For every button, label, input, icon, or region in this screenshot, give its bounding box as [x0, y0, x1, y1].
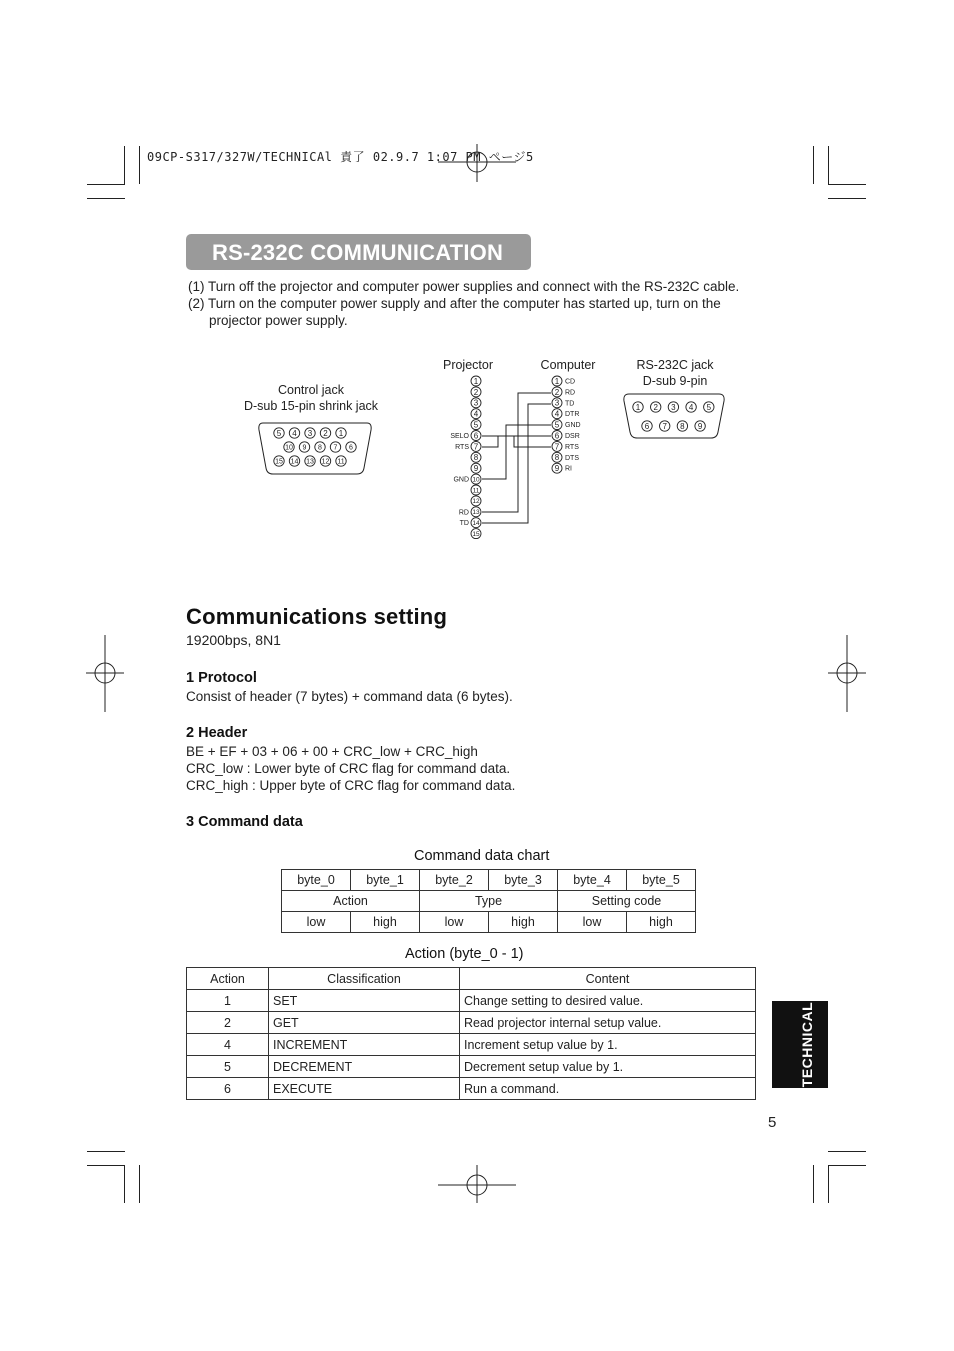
d15-pin-number: 9 [302, 444, 307, 452]
d9-pin-number: 9 [697, 421, 703, 431]
d15-pin-number: 10 [285, 444, 293, 452]
computer-pin-name: RI [565, 465, 572, 473]
projector-pin-number: 2 [473, 387, 479, 397]
level-cell: high [351, 912, 420, 933]
content: Increment setup value by 1. [460, 1034, 756, 1056]
computer-pin-name: RD [565, 389, 576, 397]
classification: DECREMENT [269, 1056, 460, 1078]
action-code: 5 [187, 1056, 269, 1078]
page-title: RS-232C COMMUNICATION [212, 240, 504, 265]
classification: INCREMENT [269, 1034, 460, 1056]
d15-pin-number: 7 [333, 444, 338, 452]
table-row [187, 1056, 756, 1078]
byte-cell: byte_1 [351, 870, 420, 891]
d9-pin-number: 6 [644, 421, 650, 431]
command-data-chart [281, 869, 696, 933]
computer-pin-name: CD [565, 378, 576, 386]
table-row [187, 990, 756, 1012]
projector-pin-number: 4 [473, 409, 479, 419]
action-code: 1 [187, 990, 269, 1012]
group-cell: Type [420, 891, 558, 912]
group-row [282, 891, 696, 912]
computer-pin-number: 1 [554, 376, 560, 386]
level-cell: low [282, 912, 351, 933]
group-cell: Setting code [558, 891, 696, 912]
computer-pin-number: 5 [554, 420, 560, 430]
d9-pin-number: 3 [671, 402, 676, 412]
level-cell: low [558, 912, 627, 933]
d9-pin-number: 8 [680, 421, 685, 431]
projector-pin-number: 12 [472, 498, 480, 506]
d15-pin-number: 2 [323, 428, 328, 438]
classification: GET [269, 1012, 460, 1034]
projector-pin-number: 3 [473, 398, 479, 408]
computer-pin-number: 6 [554, 431, 560, 441]
protocol-text: Consist of header (7 bytes) + command data (6 bytes). [186, 689, 513, 704]
header-heading: 2 Header [186, 725, 248, 741]
level-cell: low [420, 912, 489, 933]
content: Decrement setup value by 1. [460, 1056, 756, 1078]
projector-pin-number: 6 [473, 431, 479, 441]
computer-pin-name: DTS [565, 454, 579, 462]
d15-pin-number: 4 [292, 428, 297, 438]
d9-pin-number: 2 [653, 402, 658, 412]
projector-pin-name: TD [459, 520, 469, 528]
d15-pin-number: 12 [321, 458, 330, 466]
projector-pin-number: 10 [472, 476, 480, 484]
control-jack-type: D-sub 15-pin shrink jack [243, 399, 379, 413]
level-cell: high [489, 912, 558, 933]
projector-pin-number: 7 [473, 442, 479, 452]
header-line-1: BE + EF + 03 + 06 + 00 + CRC_low + CRC_high [186, 744, 478, 759]
step-2: (2) Turn on the computer power supply and after the computer has started up, turn on the [188, 296, 721, 311]
page-number: 5 [768, 1114, 777, 1131]
byte-cell: byte_5 [627, 870, 696, 891]
byte-row [282, 870, 696, 891]
step-2-cont: projector power supply. [209, 313, 348, 328]
d15-pin-number: 15 [275, 458, 283, 466]
d9-pin-number: 5 [706, 402, 712, 412]
group-cell: Action [282, 891, 420, 912]
projector-pin-name: GND [453, 476, 469, 484]
d15-pin-number: 1 [338, 428, 344, 438]
projector-pin-name: RTS [455, 443, 469, 451]
step-1: (1) Turn off the projector and computer power supplies and connect with the RS-232C cable. [188, 279, 740, 294]
projector-label: Projector [442, 358, 494, 372]
d15-pin-number: 14 [290, 458, 299, 466]
byte-cell: byte_3 [489, 870, 558, 891]
classification: EXECUTE [269, 1078, 460, 1100]
computer-pin-name: DTR [565, 411, 580, 419]
computer-pin-number: 9 [554, 464, 560, 474]
byte-cell: byte_0 [282, 870, 351, 891]
projector-pin-number: 15 [472, 530, 480, 538]
computer-pin-number: 7 [554, 442, 560, 452]
projector-pin-number: 14 [472, 520, 480, 528]
rs232-jack-label: RS-232C jack [636, 358, 714, 372]
header-cell: Content [460, 968, 756, 990]
action-code: 6 [187, 1078, 269, 1100]
d9-connector-outline [624, 394, 724, 438]
byte-cell: byte_4 [558, 870, 627, 891]
projector-pin-number: 5 [473, 420, 479, 430]
action-code: 4 [187, 1034, 269, 1056]
content: Read projector internal setup value. [460, 1012, 756, 1034]
byte-cell: byte_2 [420, 870, 489, 891]
section-title: Communications setting [186, 604, 448, 629]
d15-pin-number: 13 [306, 458, 314, 466]
action-code: 2 [187, 1012, 269, 1034]
d9-pin-number: 7 [662, 421, 667, 431]
projector-pin-number: 9 [473, 464, 479, 474]
action-table-header [187, 968, 756, 990]
computer-pin-number: 3 [554, 398, 560, 408]
protocol-heading: 1 Protocol [186, 670, 257, 686]
side-tab-label: TECHNICAL [799, 1001, 815, 1088]
command-heading: 3 Command data [186, 814, 303, 830]
content: Run a command. [460, 1078, 756, 1100]
action-table-title: Action (byte_0 - 1) [405, 946, 524, 962]
computer-pin-number: 4 [554, 409, 560, 419]
header-cell: Classification [269, 968, 460, 990]
projector-pin-name: SELO [450, 433, 469, 440]
projector-pin-number: 11 [472, 487, 480, 495]
header-line-3: CRC_high : Upper byte of CRC flag for command data. [186, 778, 516, 793]
command-chart-title: Command data chart [414, 848, 550, 864]
content: Change setting to desired value. [460, 990, 756, 1012]
d15-pin-number: 6 [349, 444, 353, 452]
projector-pin-number: 8 [473, 453, 479, 463]
classification: SET [269, 990, 460, 1012]
table-row [187, 1034, 756, 1056]
header-cell: Action [187, 968, 269, 990]
rs232-jack-type: D-sub 9-pin [642, 374, 708, 388]
computer-pin-name: GND [565, 422, 581, 430]
d15-pin-number: 11 [337, 458, 345, 466]
section-side-tab [772, 1001, 828, 1088]
header-line-2: CRC_low : Lower byte of CRC flag for command data. [186, 761, 511, 776]
computer-pin-number: 8 [554, 453, 560, 463]
table-row [187, 1012, 756, 1034]
projector-pin-name: RD [458, 509, 469, 517]
computer-label: Computer [540, 358, 596, 372]
baud-setting: 19200bps, 8N1 [186, 632, 281, 648]
d9-pin-number: 1 [635, 402, 641, 412]
computer-pin-number: 2 [554, 387, 560, 397]
d15-pin-number: 5 [276, 428, 282, 438]
d9-pin-number: 4 [688, 402, 694, 412]
computer-pin-name: DSR [565, 433, 580, 440]
projector-pin-number: 1 [473, 376, 479, 386]
action-table [186, 967, 756, 1100]
computer-pin-name: RTS [565, 443, 579, 451]
control-jack-label: Control jack [278, 383, 344, 397]
cross-wires [482, 393, 551, 523]
computer-pin-name: TD [565, 400, 575, 408]
level-row [282, 912, 696, 933]
d15-pin-number: 8 [318, 444, 322, 452]
level-cell: high [627, 912, 696, 933]
d15-pin-number: 3 [307, 428, 313, 438]
print-header: 09CP-S317/327W/TECHNICAl 責了 02.9.7 1:07 PM ページ5 [147, 150, 534, 164]
table-row [187, 1078, 756, 1100]
projector-pin-number: 13 [472, 509, 480, 517]
